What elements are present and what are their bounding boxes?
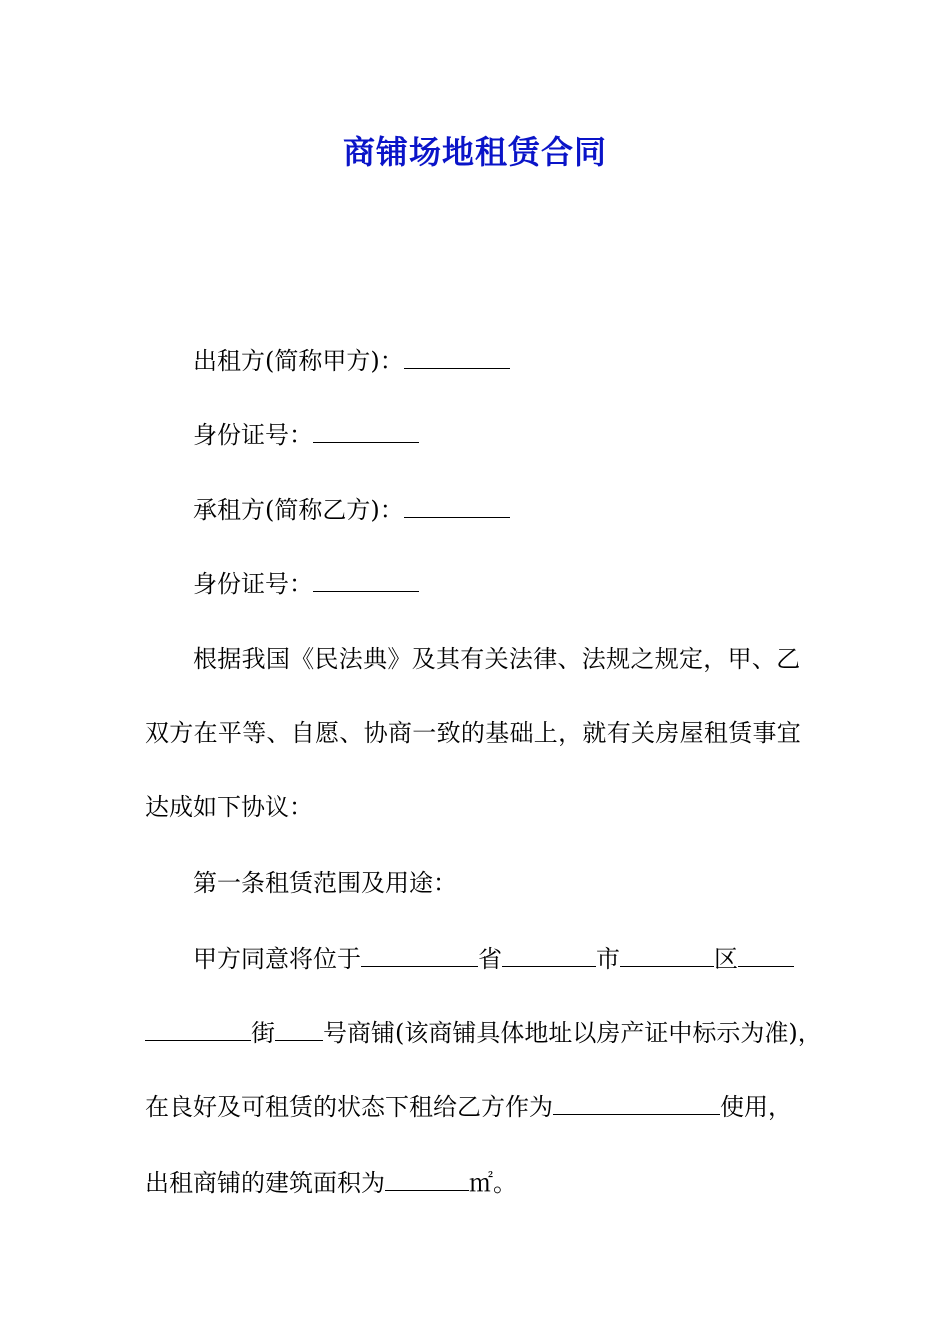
area-blank[interactable] — [385, 1164, 469, 1191]
use-blank[interactable] — [553, 1088, 720, 1115]
preamble-line-3: 达成如下协议： — [145, 793, 313, 821]
street-blank[interactable] — [145, 1014, 251, 1041]
lessor-line — [193, 342, 510, 379]
article-1-text-4: 出租商铺的建筑面积为 — [145, 1169, 385, 1197]
lessee-id-blank[interactable] — [313, 565, 419, 592]
area-unit: ㎡。 — [469, 1169, 517, 1197]
number-blank[interactable] — [275, 1014, 323, 1041]
district-tail-blank[interactable] — [738, 940, 794, 967]
article-1-line-3 — [145, 1088, 792, 1125]
lessee-name-blank[interactable] — [404, 491, 510, 518]
document-title: 商铺场地租赁合同 — [342, 133, 607, 171]
article-1-text-1: 甲方同意将位于 — [193, 945, 361, 973]
lessor-label: 出租方(简称甲方)： — [193, 347, 404, 375]
use-label: 使用， — [720, 1093, 792, 1121]
article-1-text-3: 在良好及可租赁的状态下租给乙方作为 — [145, 1093, 553, 1121]
article-1-text-2: 号商铺(该商铺具体地址以房产证中标示为准)， — [323, 1019, 822, 1047]
lessor-id-blank[interactable] — [313, 416, 419, 443]
lessee-id-line — [193, 565, 419, 602]
preamble-line-2: 双方在平等、自愿、协商一致的基础上，就有关房屋租赁事宜 — [145, 719, 802, 747]
district-label: 区 — [714, 945, 738, 973]
article-1-line-2 — [145, 1014, 822, 1051]
lessor-name-blank[interactable] — [404, 342, 510, 369]
city-blank[interactable] — [502, 940, 596, 967]
preamble-line-1: 根据我国《民法典》及其有关法律、法规之规定，甲、乙 — [193, 645, 801, 673]
city-label: 市 — [596, 945, 620, 973]
lessee-line — [193, 491, 510, 528]
province-label: 省 — [478, 945, 502, 973]
article-1-heading: 第一条租赁范围及用途： — [193, 869, 457, 897]
article-1-line-4 — [145, 1164, 517, 1201]
lessee-label: 承租方(简称乙方)： — [193, 496, 404, 524]
article-1-line-1 — [193, 940, 794, 977]
district-blank[interactable] — [620, 940, 714, 967]
street-label: 街 — [251, 1019, 275, 1047]
province-blank[interactable] — [361, 940, 478, 967]
lessor-id-line — [193, 416, 419, 453]
lessee-id-label: 身份证号： — [193, 570, 313, 598]
lessor-id-label: 身份证号： — [193, 421, 313, 449]
